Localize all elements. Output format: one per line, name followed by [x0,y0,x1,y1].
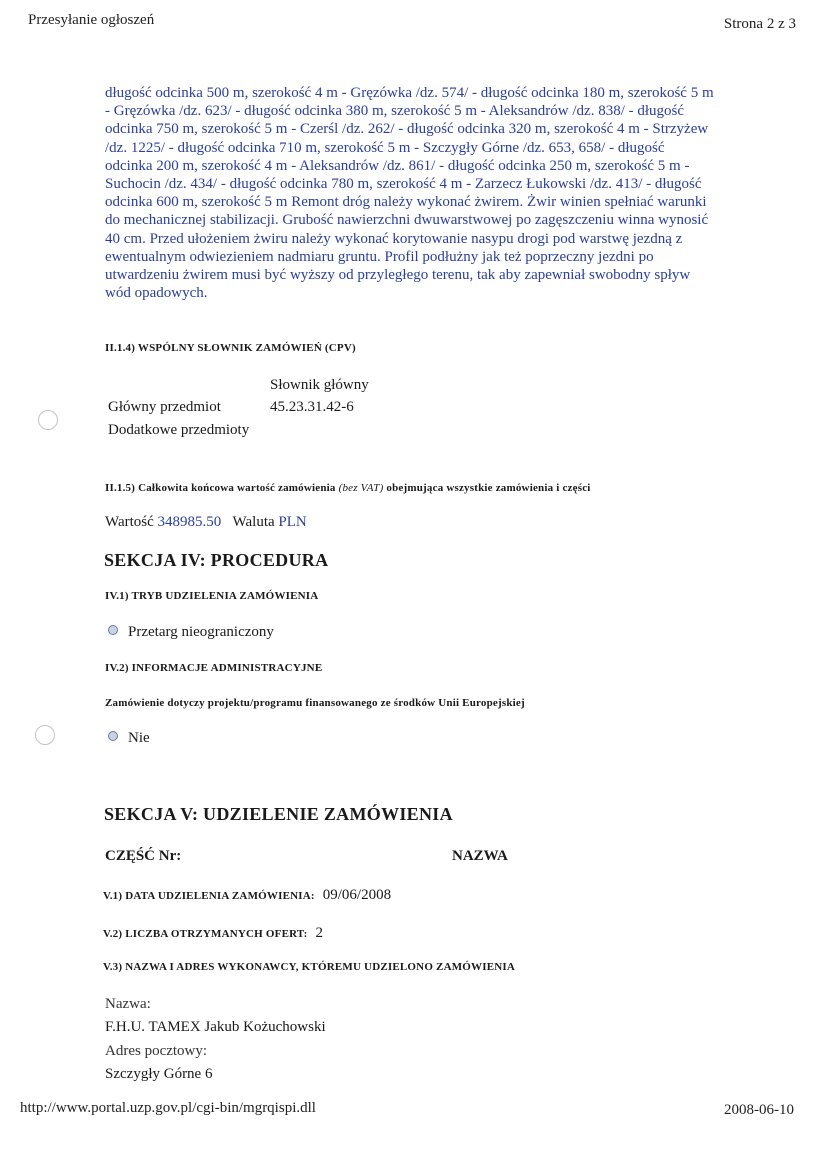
address-value: Szczygły Górne 6 [105,1066,213,1082]
value-row [105,514,307,531]
contractor-name-label: Nazwa: [105,996,151,1012]
eu-funding-answer: Nie [108,730,150,747]
award-date-row [103,886,391,904]
value-label: Wartość [105,514,154,530]
procedure-mode-option: Przetarg nieograniczony [108,624,274,641]
radio-selected-icon [108,731,118,741]
cpv-main-code: 45.23.31.42-6 [270,399,354,415]
currency-value: PLN [278,514,307,530]
contractor-heading: V.3) NAZWA I ADRES WYKONAWCY, KTÓREMU UDZIELONO ZAMÓWIENIA [103,961,516,973]
description-text: długość odcinka 500 m, szerokość 4 m - Gręzówka /dz. 574/ - długość odcinka 180 m, szerokość 5 m - Gręzówka /dz. 623/ - długość odcinka 380 m, szerokość 5 m - Aleksandrów /dz. 838/ - długość odcinka 750 m, szerokość 5 m - Czerśl /dz. 262/ - długość odcinka 320 m, szerokość 4 m - Strzyżew /dz. 1225/ - długość odcinka 710 m, szerokość 5 m - Szczygły Górne /dz. 653, 658/ - długość odcinka 200 m, szerokość 4 m - Aleksandrów /dz. 861/ - długość odcinka 250 m, szerokość 5 m - Suchocin /dz. 434/ - długość odcinka 780 m, szerokość 4 m - Zarzecz Łukowski /dz. 413/ - długość odcinka 600 m, szerokość 5 m Remont dróg należy wykonać żwirem. Żwir winien spełniać warunki do mechanicznej stabilizacji. Grubość nawierzchni dwuwarstwowej po zagęszczeniu winna wynosić 40 cm. Przed ułożeniem żwiru należy wykonać korytowanie nasypu drogi pod warstwę jezdną z ewentualnym odwiezieniem nadmiaru gruntu. Profil podłużny jak też poprzeczny jezdni po utwardzeniu żwirem musi być wyższy od przyległego terenu, tak aby zapewniał swobodny spływ wód opadowych. [105,85,714,302]
contractor-name: F.H.U. TAMEX Jakub Kożuchowski [105,1019,326,1035]
footer-url: http://www.portal.uzp.gov.pl/cgi-bin/mgrqispi.dll [20,1100,316,1116]
footer-date: 2008-06-10 [724,1102,794,1118]
section-v-title: SEKCJA V: UDZIELENIE ZAMÓWIENIA [104,804,453,824]
offers-count-value: 2 [315,925,323,941]
admin-info-heading: IV.2) INFORMACJE ADMINISTRACYJNE [105,662,323,674]
cpv-column-header: Słownik główny [270,377,369,393]
cpv-additional-label: Dodatkowe przedmioty [108,422,250,438]
punch-hole [38,410,58,430]
punch-hole [35,725,55,745]
part-number-label: CZĘŚĆ Nr: [105,848,182,864]
page-number: Strona 2 z 3 [723,16,796,32]
award-date-value: 09/06/2008 [322,887,392,903]
currency-label: Waluta [232,514,275,530]
procedure-mode-heading: IV.1) TRYB UDZIELENIA ZAMÓWIENIA [105,590,319,602]
header-title: Przesyłanie ogłoszeń [28,12,155,28]
eu-funding-question: Zamówienie dotyczy projektu/programu finansowanego ze środków Unii Europejskiej [105,697,525,709]
total-value-heading: II.1.5) Całkowita końcowa wartość zamówienia (bez VAT) obejmująca wszystkie zamówienia i części [105,482,591,494]
radio-selected-icon [108,625,118,635]
section-iv-title: SEKCJA IV: PROCEDURA [104,550,329,570]
cpv-heading: II.1.4) WSPÓLNY SŁOWNIK ZAMÓWIEŃ (CPV) [105,342,356,354]
part-name-label: NAZWA [452,848,508,864]
offers-count-label: V.2) LICZBA OTRZYMANYCH OFERT: [103,928,308,940]
offers-row [103,924,323,942]
cpv-main-label: Główny przedmiot [108,399,221,415]
address-label: Adres pocztowy: [105,1043,208,1059]
award-date-label: V.1) DATA UDZIELENIA ZAMÓWIENIA: [103,890,315,902]
value-amount: 348985.50 [157,514,222,530]
